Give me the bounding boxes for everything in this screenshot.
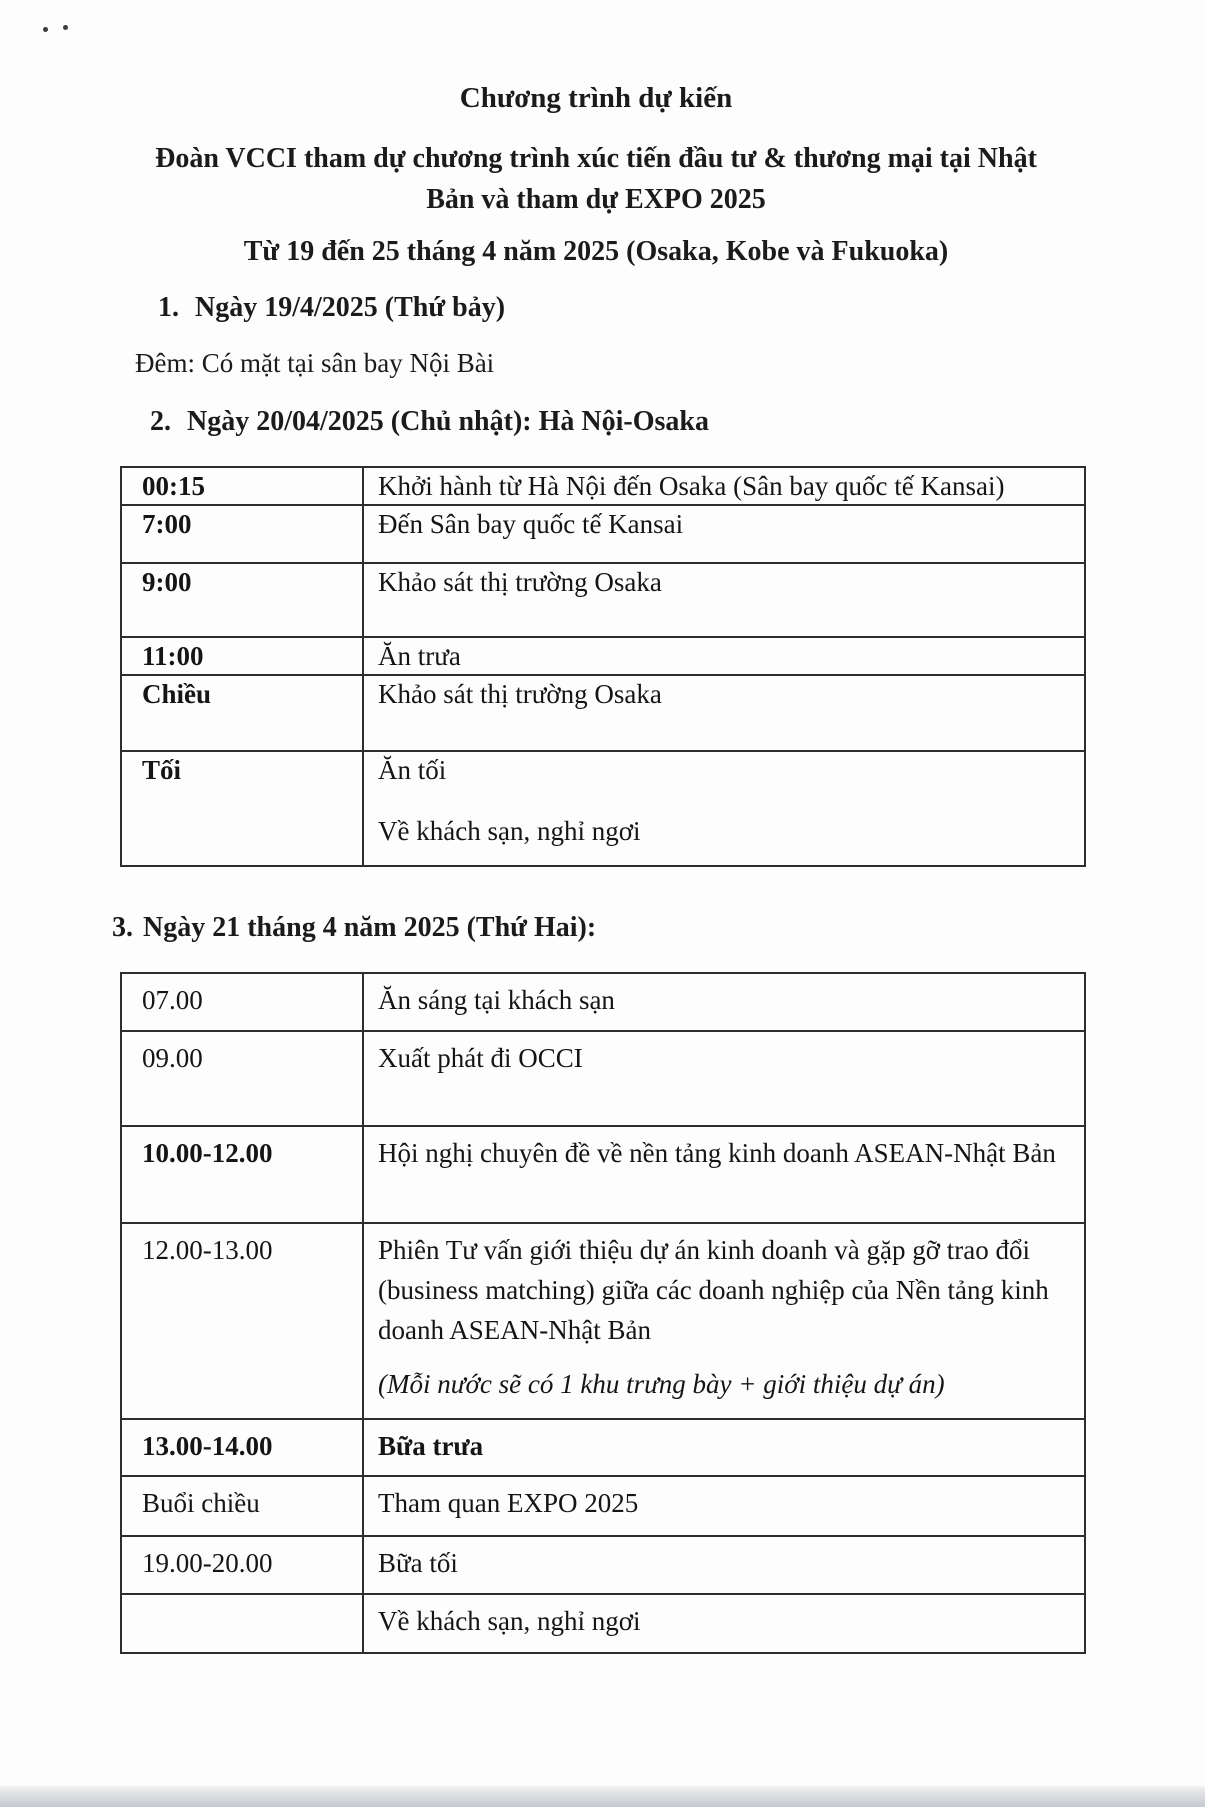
activity-cell: Ăn trưa xyxy=(363,637,1085,675)
subtitle-line-1: Đoàn VCCI tham dự chương trình xúc tiến đầu tư & thương mại tại Nhật xyxy=(155,143,1037,174)
table-row xyxy=(121,505,1085,563)
activity-cell: Khởi hành từ Hà Nội đến Osaka (Sân bay quốc tế Kansai) xyxy=(363,467,1085,505)
activity-cell: Về khách sạn, nghỉ ngơi xyxy=(363,1594,1085,1653)
section-2-title: Ngày 20/04/2025 (Chủ nhật): Hà Nội-Osaka xyxy=(187,406,709,437)
table-row xyxy=(121,973,1085,1031)
activity-cell: Khảo sát thị trường Osaka xyxy=(363,675,1085,751)
table-row xyxy=(121,1594,1085,1653)
activity-line-1: Ăn tối xyxy=(378,755,447,785)
time-cell: Tối xyxy=(121,751,363,866)
activity-cell: Xuất phát đi OCCI xyxy=(363,1031,1085,1126)
activity-cell: Tham quan EXPO 2025 xyxy=(363,1476,1085,1536)
date-range: Từ 19 đến 25 tháng 4 năm 2025 (Osaka, Kobe và Fukuoka) xyxy=(243,236,949,267)
time-cell: 9:00 xyxy=(121,563,363,637)
activity-cell: Đến Sân bay quốc tế Kansai xyxy=(363,505,1085,563)
activity-cell: Bữa tối xyxy=(363,1536,1085,1594)
time-cell: 07.00 xyxy=(121,973,363,1031)
table-row xyxy=(121,637,1085,675)
time-cell: 7:00 xyxy=(121,505,363,563)
activity-cell xyxy=(363,751,1085,866)
time-cell xyxy=(121,1594,363,1653)
page-title: Chương trình dự kiến xyxy=(459,82,733,114)
activity-line-2: Về khách sạn, nghỉ ngơi xyxy=(378,816,641,846)
section-2-number: 2. xyxy=(150,406,171,437)
table-row xyxy=(121,467,1085,505)
activity-cell: Bữa trưa xyxy=(363,1419,1085,1476)
day1-note: Đêm: Có mặt tại sân bay Nội Bài xyxy=(135,348,495,378)
section-1-number: 1. xyxy=(158,292,179,323)
section-3-heading xyxy=(112,912,596,944)
activity-note: (Mỗi nước sẽ có 1 khu trưng bày + giới thiệu dự án) xyxy=(378,1369,945,1399)
time-cell: 13.00-14.00 xyxy=(121,1419,363,1476)
table-row xyxy=(121,1126,1085,1223)
time-cell: 00:15 xyxy=(121,467,363,505)
activity-cell xyxy=(363,1223,1085,1419)
table-row xyxy=(121,563,1085,637)
table-row xyxy=(121,1419,1085,1476)
activity-cell: Hội nghị chuyên đề về nền tảng kinh doanh ASEAN-Nhật Bản xyxy=(363,1126,1085,1223)
activity-text: Phiên Tư vấn giới thiệu dự án kinh doanh và gặp gỡ trao đổi (business matching) giữa các doanh nghiệp của Nền tảng kinh doanh ASEAN-Nhật Bản xyxy=(378,1235,1049,1345)
scan-speck-icon xyxy=(43,27,48,32)
time-cell: 11:00 xyxy=(121,637,363,675)
activity-cell: Khảo sát thị trường Osaka xyxy=(363,563,1085,637)
time-cell: Chiều xyxy=(121,675,363,751)
section-1-title: Ngày 19/4/2025 (Thứ bảy) xyxy=(195,292,506,323)
table-row xyxy=(121,1536,1085,1594)
day3-schedule-table xyxy=(120,972,1086,1654)
section-3-title: Ngày 21 tháng 4 năm 2025 (Thứ Hai): xyxy=(143,912,597,943)
scan-edge-shadow xyxy=(0,1786,1205,1807)
day2-schedule-table xyxy=(120,466,1086,867)
table-row xyxy=(121,1031,1085,1126)
table-row xyxy=(121,751,1085,866)
section-3-number: 3. xyxy=(112,912,133,943)
document-subtitle xyxy=(100,138,1092,220)
time-cell: 19.00-20.00 xyxy=(121,1536,363,1594)
time-cell: Buổi chiều xyxy=(121,1476,363,1536)
section-1-heading xyxy=(158,292,505,324)
table-row xyxy=(121,675,1085,751)
scan-speck-icon xyxy=(63,25,68,30)
subtitle-line-2: Bản và tham dự EXPO 2025 xyxy=(426,184,766,215)
table-row xyxy=(121,1476,1085,1536)
activity-cell: Ăn sáng tại khách sạn xyxy=(363,973,1085,1031)
time-cell: 09.00 xyxy=(121,1031,363,1126)
time-cell: 12.00-13.00 xyxy=(121,1223,363,1419)
section-2-heading xyxy=(150,406,709,438)
time-cell: 10.00-12.00 xyxy=(121,1126,363,1223)
table-row xyxy=(121,1223,1085,1419)
